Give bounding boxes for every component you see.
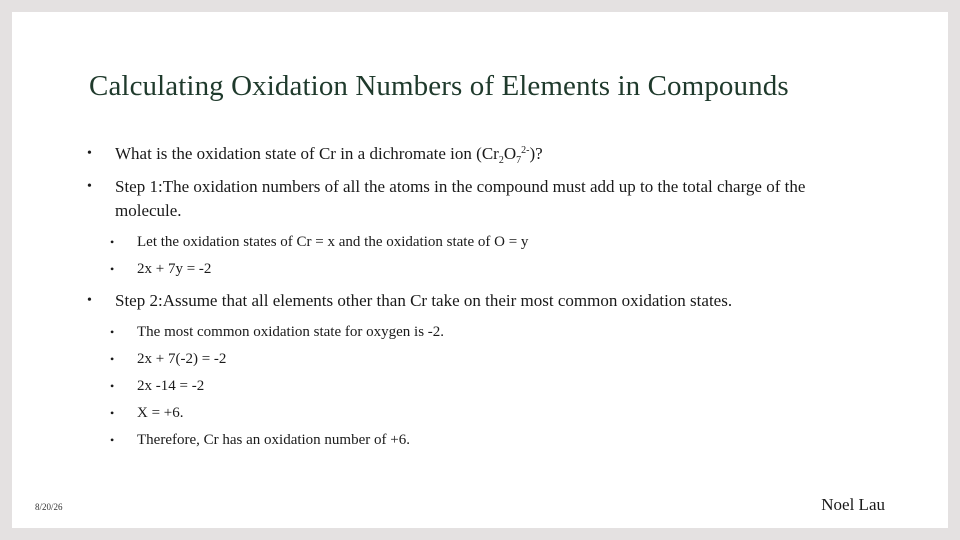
question-text-start: What is the oxidation state of Cr in a dichromate ion (Cr xyxy=(115,144,499,163)
bullet-dot: • xyxy=(110,379,115,393)
footer-author: Noel Lau xyxy=(821,495,885,514)
sub-bullet xyxy=(108,349,846,369)
bullet-dot: • xyxy=(110,433,115,447)
bullet-question xyxy=(86,142,846,166)
step1-text: Step 1:The oxidation numbers of all the atoms in the compound must add up to the total charge of the molecule. xyxy=(115,177,806,220)
question-text-end: )? xyxy=(529,144,543,163)
sub-bullet xyxy=(108,376,846,396)
footer-date: 8/20/26 xyxy=(35,502,63,512)
slide xyxy=(12,12,948,528)
sub-bullet-text: 2x + 7(-2) = -2 xyxy=(137,351,227,367)
sub-bullet-text: Let the oxidation states of Cr = x and the oxidation state of O = y xyxy=(137,234,529,250)
sub-bullet xyxy=(108,403,846,423)
slide-title: Calculating Oxidation Numbers of Elements in Compounds xyxy=(89,70,789,102)
bullet-dot: • xyxy=(110,352,115,366)
bullet-step2 xyxy=(86,289,846,313)
sub-bullet-text: Therefore, Cr has an oxidation number of +6. xyxy=(137,432,410,448)
sub-bullet xyxy=(108,232,846,252)
oxygen-symbol: O xyxy=(503,144,517,163)
subscript-7: 7 xyxy=(516,155,522,166)
bullet-dot: • xyxy=(87,293,92,308)
charge-superscript: 2- xyxy=(521,145,530,156)
bullet-dot: • xyxy=(87,146,92,161)
sub-bullet-text: The most common oxidation state for oxygen is -2. xyxy=(137,324,445,340)
step2-text: Step 2:Assume that all elements other than Cr take on their most common oxidation states. xyxy=(115,291,733,310)
sub-bullet xyxy=(108,322,846,342)
bullet-dot: • xyxy=(110,235,115,249)
bullet-dot: • xyxy=(110,325,115,339)
bullet-dot: • xyxy=(110,406,115,420)
bullet-dot: • xyxy=(87,179,92,194)
bullet-step1 xyxy=(86,175,846,223)
bullet-list xyxy=(86,142,846,457)
sub-bullet-text: 2x + 7y = -2 xyxy=(137,261,212,277)
bullet-dot: • xyxy=(110,262,115,276)
sub-bullet-text: X = +6. xyxy=(137,405,184,421)
sub-bullet xyxy=(108,259,846,279)
sub-bullet xyxy=(108,430,846,450)
sub-bullet-text: 2x -14 = -2 xyxy=(137,378,205,394)
subscript-2: 2 xyxy=(498,155,504,166)
